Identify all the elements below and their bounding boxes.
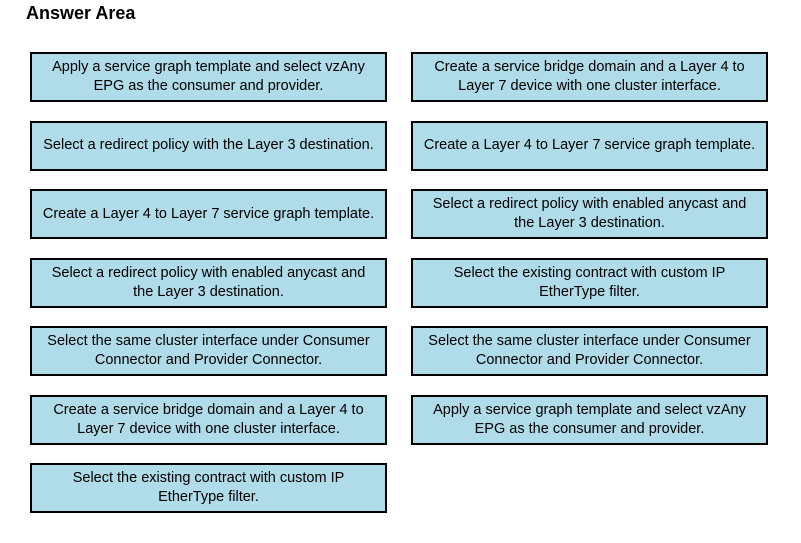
option-box[interactable]: Select the existing contract with custom IP EtherType filter. (411, 258, 768, 308)
option-box[interactable]: Select a redirect policy with the Layer 3 destination. (30, 121, 387, 171)
option-box[interactable]: Create a Layer 4 to Layer 7 service graph template. (30, 189, 387, 239)
option-box[interactable]: Select the existing contract with custom IP EtherType filter. (30, 463, 387, 513)
option-box[interactable]: Select a redirect policy with enabled anycast and the Layer 3 destination. (30, 258, 387, 308)
option-box[interactable]: Create a service bridge domain and a Layer 4 to Layer 7 device with one cluster interface. (30, 395, 387, 445)
option-box[interactable]: Create a Layer 4 to Layer 7 service graph template. (411, 121, 768, 171)
target-column (411, 52, 768, 513)
option-box[interactable]: Select a redirect policy with enabled anycast and the Layer 3 destination. (411, 189, 768, 239)
option-box[interactable]: Create a service bridge domain and a Layer 4 to Layer 7 device with one cluster interface. (411, 52, 768, 102)
option-box[interactable]: Apply a service graph template and select vzAny EPG as the consumer and provider. (411, 395, 768, 445)
option-box[interactable]: Select the same cluster interface under Consumer Connector and Provider Connector. (411, 326, 768, 376)
option-box[interactable]: Select the same cluster interface under Consumer Connector and Provider Connector. (30, 326, 387, 376)
answer-area-title: Answer Area (26, 3, 136, 23)
source-column (30, 52, 387, 513)
option-box[interactable]: Apply a service graph template and select vzAny EPG as the consumer and provider. (30, 52, 387, 102)
answer-columns (30, 52, 768, 513)
